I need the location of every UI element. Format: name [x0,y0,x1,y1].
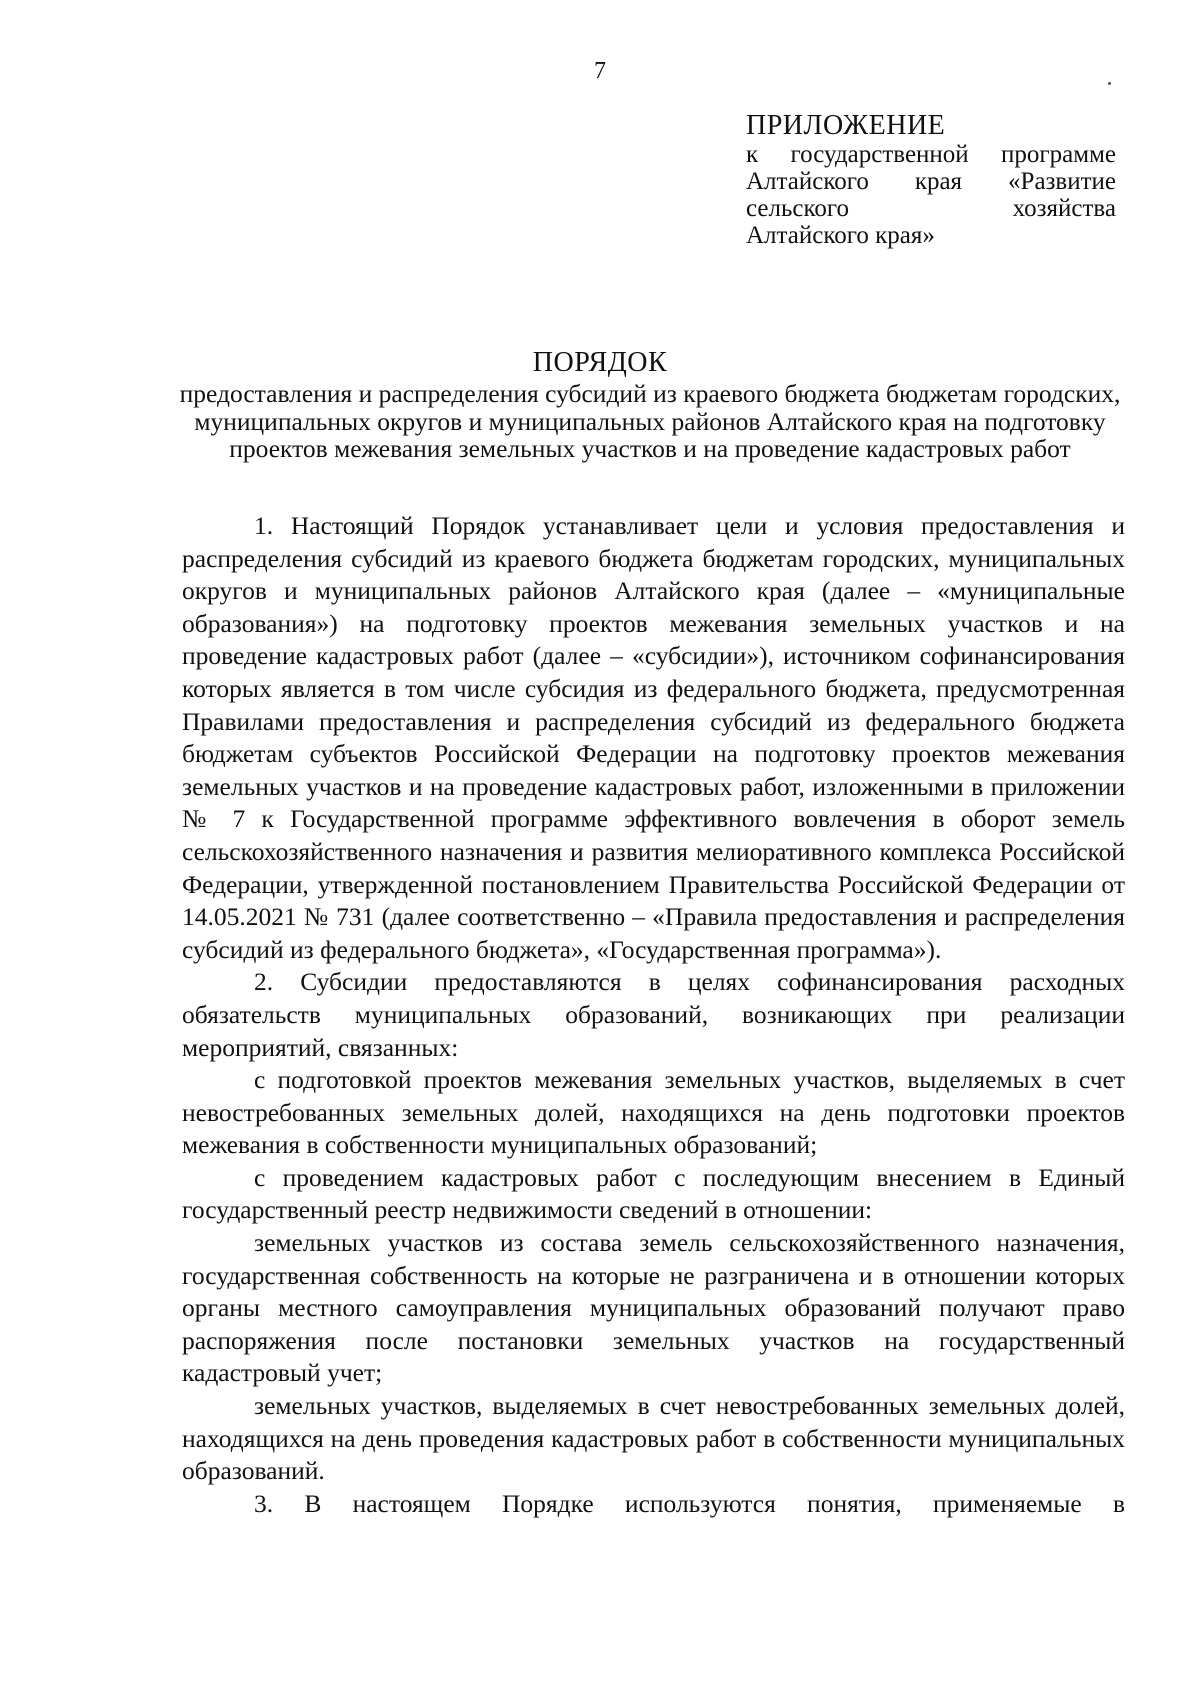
paragraph: 3. В настоящем Порядке используются понятия, применяемые в [254,1488,1125,1518]
scan-speck [1108,82,1111,85]
document-body [182,510,1125,1520]
appendix-title: ПРИЛОЖЕНИЕ [746,110,946,141]
appendix-line: к государственной программе [746,141,1116,168]
paragraph: 1. Настоящий Порядок устанавливает цели и условия предоставления и распределения субсидий из краевого бюджета бюджетам городских, муниципальных округов и муниципальных районов Алтайского края (далее – «муниципальные образования») на подготовку проектов межевания земельных участков и на проведение кадастровых работ (далее – «субсидии»), источником софинансирования которых является в том числе субсидия из федерального бюджета, предусмотренная Правилами предоставления и распределения субсидий из федерального бюджета бюджетам субъектов Российской Федерации на подготовку проектов межевания земельных участков и на проведение кадастровых работ, изложенными в приложении № 7 к Государственной программе эффективного вовлечения в оборот земель сельскохозяйственного назначения и развития мелиоративного комплекса Российской Федерации, утвержденной постановлением Правительства Российской Федерации от 14.05.2021 № 731 (далее соответственно – «Правила предоставления и распределения субсидий из федерального бюджета», «Государственная программа»). [182,511,1125,964]
paragraph: с проведением кадастровых работ с последующим внесением в Единый государственный реестр недвижимости сведений в отношении: [182,1162,1125,1225]
paragraph: 2. Субсидии предоставляются в целях софинансирования расходных обязательств муниципальных образований, возникающих при реализации мероприятий, связанных: [182,967,1125,1062]
paragraph: с подготовкой проектов межевания земельных участков, выделяемых в счет невостребованных земельных долей, находящихся на день подготовки проектов межевания в собственности муниципальных образований; [182,1065,1125,1160]
appendix-line: Алтайского края» [746,222,935,249]
document-title: ПОРЯДОК [532,347,668,378]
page-number: 7 [594,58,606,84]
appendix-line: сельского хозяйства [746,195,1116,222]
appendix-line: Алтайского края «Развитие [746,168,1116,195]
document-subtitle: предоставления и распределения субсидий из краевого бюджета бюджетам городских, муниципальных округов и муниципальных районов Алтайского края на подготовку проектов межевания земельных участков и на проведение кадастровых работ [179,379,1121,463]
paragraph: земельных участков из состава земель сельскохозяйственного назначения, государственная собственность на которые не разграничена и в отношении которых органы местного самоуправления муниципальных образований получают право распоряжения после постановки земельных участков на государственный кадастровый учет; [182,1228,1125,1388]
appendix-block [746,110,1116,249]
paragraph: земельных участков, выделяемых в счет невостребованных земельных долей, находящихся на день проведения кадастровых работ в собственности муниципальных образований. [182,1391,1125,1486]
